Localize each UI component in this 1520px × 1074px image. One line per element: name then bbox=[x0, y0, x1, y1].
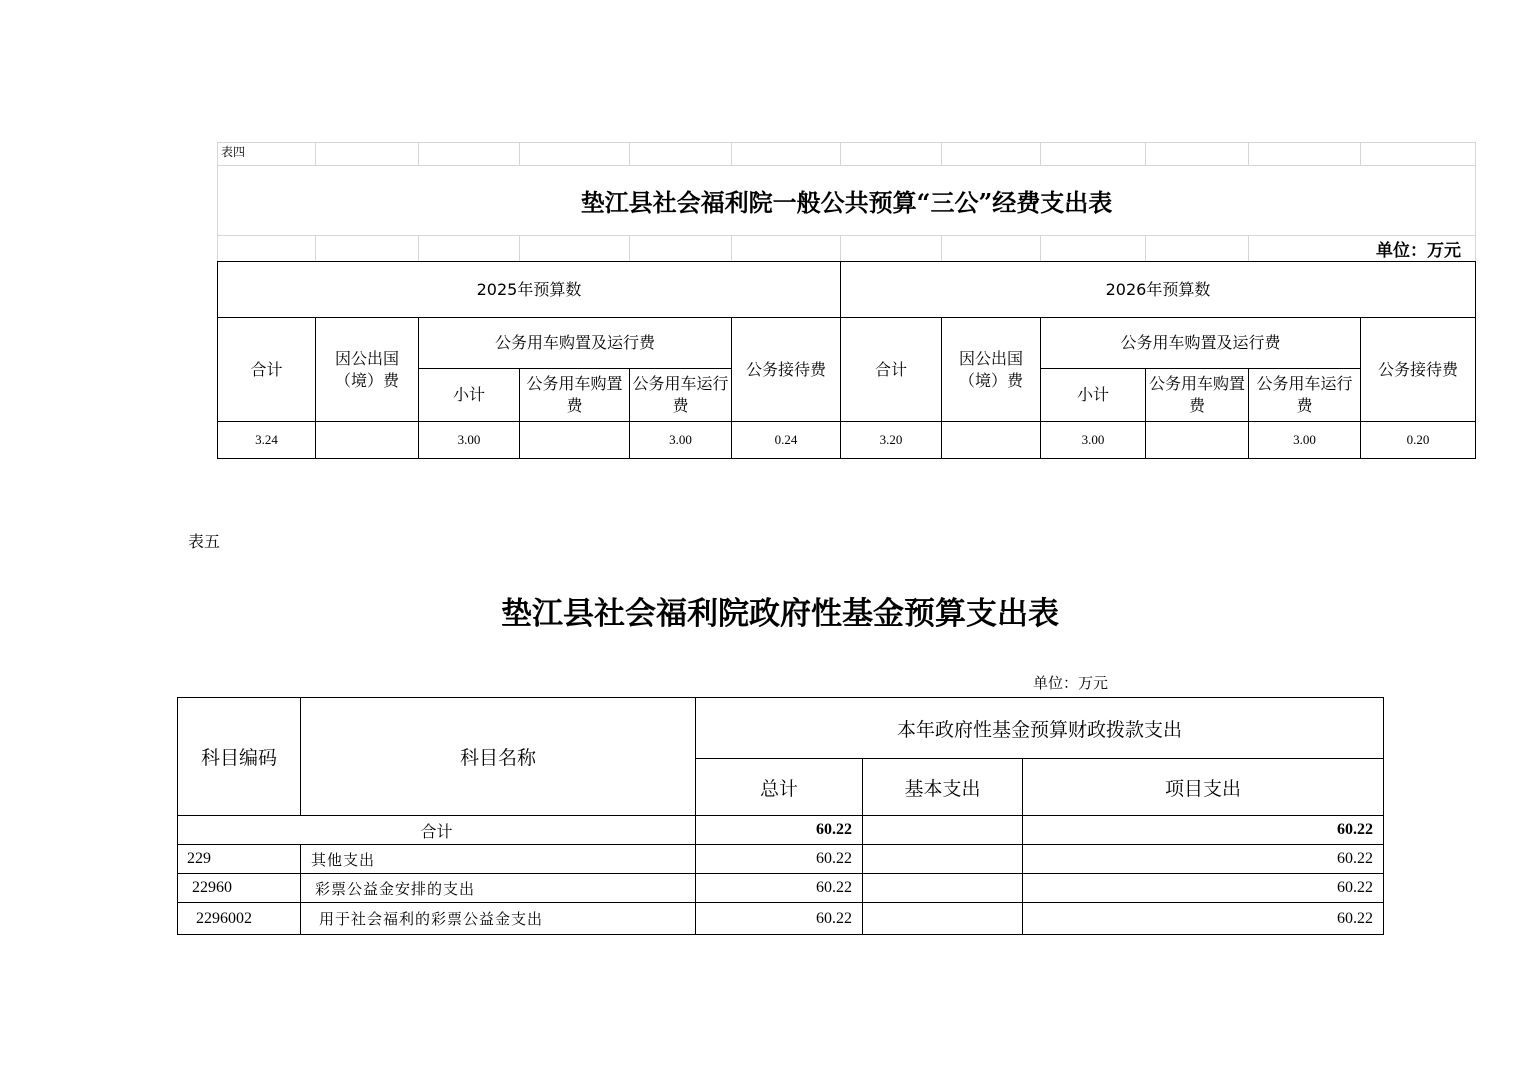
row-project: 60.22 bbox=[1023, 903, 1384, 935]
table-row bbox=[178, 903, 1384, 935]
row-name: 用于社会福利的彩票公益金支出 bbox=[301, 903, 696, 935]
cell-running-2026: 3.00 bbox=[1249, 422, 1361, 459]
cell-purchase-2025 bbox=[520, 422, 630, 459]
row-code: 22960 bbox=[178, 874, 301, 903]
total-label: 合计 bbox=[178, 816, 696, 845]
col-purchase-2025: 公务用车购置费 bbox=[520, 369, 630, 422]
government-fund-expenditure-table bbox=[177, 697, 1384, 935]
row-total: 60.22 bbox=[696, 874, 863, 903]
col-running-2025: 公务用车运行费 bbox=[630, 369, 732, 422]
col-purchase-2026: 公务用车购置费 bbox=[1146, 369, 1249, 422]
year-2026-header: 2026年预算数 bbox=[841, 262, 1476, 318]
col-name: 科目名称 bbox=[301, 698, 696, 816]
year-2025-header: 2025年预算数 bbox=[218, 262, 841, 318]
three-public-expenses-table bbox=[217, 142, 1476, 459]
col-abroad-2025: 因公出国（境）费 bbox=[316, 318, 419, 422]
row-basic bbox=[863, 874, 1023, 903]
table5-unit: 单位：万元 bbox=[1033, 674, 1109, 692]
table-row bbox=[178, 874, 1384, 903]
total-basic bbox=[863, 816, 1023, 845]
row-name: 彩票公益金安排的支出 bbox=[301, 874, 696, 903]
table5-label: 表五 bbox=[188, 532, 221, 551]
cell-subtotal-2026: 3.00 bbox=[1041, 422, 1146, 459]
cell-running-2025: 3.00 bbox=[630, 422, 732, 459]
col-reception-2026: 公务接待费 bbox=[1361, 318, 1476, 422]
total-total: 60.22 bbox=[696, 816, 863, 845]
row-project: 60.22 bbox=[1023, 845, 1384, 874]
total-row bbox=[178, 816, 1384, 845]
cell-total-2026: 3.20 bbox=[841, 422, 942, 459]
row-code: 229 bbox=[178, 845, 301, 874]
col-vehicle-2025: 公务用车购置及运行费 bbox=[419, 318, 732, 369]
row-name: 其他支出 bbox=[301, 845, 696, 874]
col-subtotal-2025: 小计 bbox=[419, 369, 520, 422]
cell-reception-2025: 0.24 bbox=[732, 422, 841, 459]
table5-title: 垫江县社会福利院政府性基金预算支出表 bbox=[501, 596, 1059, 632]
col-group: 本年政府性基金预算财政拨款支出 bbox=[696, 698, 1384, 759]
row-project: 60.22 bbox=[1023, 874, 1384, 903]
col-running-2026: 公务用车运行费 bbox=[1249, 369, 1361, 422]
table-row bbox=[218, 422, 1476, 459]
col-reception-2025: 公务接待费 bbox=[732, 318, 841, 422]
row-total: 60.22 bbox=[696, 845, 863, 874]
row-basic bbox=[863, 845, 1023, 874]
cell-abroad-2026 bbox=[942, 422, 1041, 459]
table4-label: 表四 bbox=[218, 143, 316, 166]
col-total-2025: 合计 bbox=[218, 318, 316, 422]
table-row bbox=[178, 845, 1384, 874]
row-code: 2296002 bbox=[178, 903, 301, 935]
table4-unit: 单位：万元 bbox=[1249, 236, 1476, 262]
col-total-2026: 合计 bbox=[841, 318, 942, 422]
cell-total-2025: 3.24 bbox=[218, 422, 316, 459]
cell-abroad-2025 bbox=[316, 422, 419, 459]
col-basic: 基本支出 bbox=[863, 759, 1023, 816]
col-project: 项目支出 bbox=[1023, 759, 1384, 816]
total-project: 60.22 bbox=[1023, 816, 1384, 845]
col-vehicle-2026: 公务用车购置及运行费 bbox=[1041, 318, 1361, 369]
cell-purchase-2026 bbox=[1146, 422, 1249, 459]
cell-subtotal-2025: 3.00 bbox=[419, 422, 520, 459]
row-basic bbox=[863, 903, 1023, 935]
col-code: 科目编码 bbox=[178, 698, 301, 816]
table4-title: 垫江县社会福利院一般公共预算“三公”经费支出表 bbox=[218, 166, 1476, 236]
col-subtotal-2026: 小计 bbox=[1041, 369, 1146, 422]
row-total: 60.22 bbox=[696, 903, 863, 935]
col-total: 总计 bbox=[696, 759, 863, 816]
cell-reception-2026: 0.20 bbox=[1361, 422, 1476, 459]
col-abroad-2026: 因公出国（境）费 bbox=[942, 318, 1041, 422]
